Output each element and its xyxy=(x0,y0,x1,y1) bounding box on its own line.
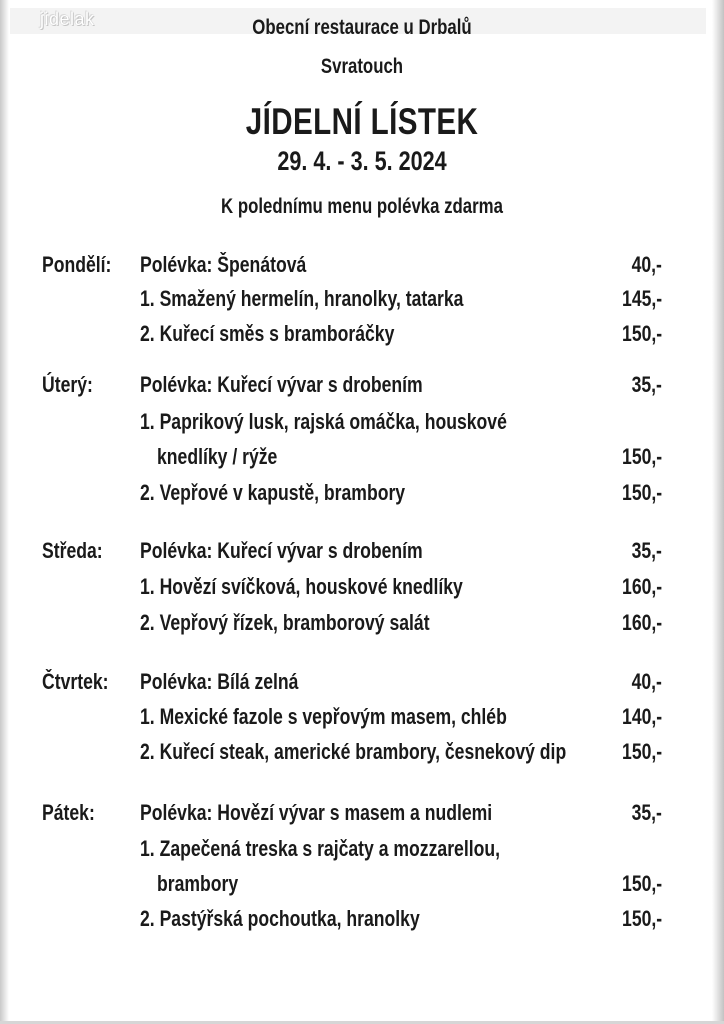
day-row-friday-meal-2 xyxy=(0,906,724,936)
lunch-note: K polednímu menu polévka zdarma xyxy=(221,195,503,218)
meal-name: 2. Kuřecí směs s bramboráčky xyxy=(140,321,395,346)
soup-price: 40,- xyxy=(631,669,662,694)
day-row-wednesday-soup xyxy=(0,538,724,568)
soup-name: Polévka: Špenátová xyxy=(140,252,307,277)
day-label: Úterý: xyxy=(42,372,93,397)
day-row-wednesday-meal-2 xyxy=(0,610,724,640)
day-row-wednesday-meal-1 xyxy=(0,574,724,604)
day-row-thursday-meal-2 xyxy=(0,739,724,769)
meal-price: 150,- xyxy=(621,321,662,346)
meal-name: 2. Kuřecí steak, americké brambory, česnekový dip xyxy=(140,739,567,764)
watermark: jidelak xyxy=(40,9,95,29)
restaurant-name: Obecní restaurace u Drbalů xyxy=(252,16,472,39)
soup-price: 35,- xyxy=(631,372,662,397)
meal-name: 1. Smažený hermelín, hranolky, tatarka xyxy=(140,286,464,311)
day-row-monday-meal-2 xyxy=(0,321,724,351)
village-name: Svratouch xyxy=(320,55,404,78)
soup-price: 35,- xyxy=(631,538,662,563)
day-row-tuesday-meal-2 xyxy=(0,480,724,510)
soup-name: Polévka: Kuřecí vývar s drobením xyxy=(140,372,423,397)
meal-name: 1. Paprikový lusk, rajská omáčka, houskové xyxy=(140,409,507,434)
day-label: Pondělí: xyxy=(42,252,112,277)
meal-price: 160,- xyxy=(621,610,662,635)
day-row-tuesday-meal-1-cont xyxy=(0,444,724,474)
day-row-monday-soup xyxy=(0,252,724,282)
day-row-tuesday-meal-1 xyxy=(0,409,724,439)
meal-price: 145,- xyxy=(621,286,662,311)
day-row-thursday-soup xyxy=(0,669,724,699)
meal-name: 2. Vepřové v kapustě, brambory xyxy=(140,480,406,505)
day-label: Čtvrtek: xyxy=(42,669,109,694)
day-label: Středa: xyxy=(42,538,103,563)
meal-price: 140,- xyxy=(621,704,662,729)
meal-name: 1. Zapečená treska s rajčaty a mozzarellou, xyxy=(140,836,501,861)
day-row-tuesday-soup xyxy=(0,372,724,402)
day-label: Pátek: xyxy=(42,800,95,825)
meal-price: 150,- xyxy=(621,906,662,931)
meal-name: 1. Hovězí svíčková, houskové knedlíky xyxy=(140,574,463,599)
day-row-friday-meal-1-cont xyxy=(0,871,724,901)
menu-dates: 29. 4. - 3. 5. 2024 xyxy=(277,146,447,176)
day-row-friday-meal-1 xyxy=(0,836,724,866)
soup-name: Polévka: Hovězí vývar s masem a nudlemi xyxy=(140,800,493,825)
meal-name-continued: brambory xyxy=(157,871,239,896)
meal-price: 150,- xyxy=(621,871,662,896)
meal-name: 1. Mexické fazole s vepřovým masem, chléb xyxy=(140,704,507,729)
soup-name: Polévka: Kuřecí vývar s drobením xyxy=(140,538,423,563)
meal-name: 2. Pastýřská pochoutka, hranolky xyxy=(140,906,420,931)
menu-title: JÍDELNÍ LÍSTEK xyxy=(245,101,479,142)
soup-price: 40,- xyxy=(631,252,662,277)
meal-price: 150,- xyxy=(621,739,662,764)
soup-price: 35,- xyxy=(631,800,662,825)
day-row-friday-soup xyxy=(0,800,724,830)
soup-name: Polévka: Bílá zelná xyxy=(140,669,299,694)
meal-name: 2. Vepřový řízek, bramborový salát xyxy=(140,610,430,635)
meal-price: 150,- xyxy=(621,444,662,469)
day-row-monday-meal-1 xyxy=(0,286,724,316)
meal-price: 150,- xyxy=(621,480,662,505)
meal-price: 160,- xyxy=(621,574,662,599)
day-row-thursday-meal-1 xyxy=(0,704,724,734)
meal-name-continued: knedlíky / rýže xyxy=(157,444,278,469)
